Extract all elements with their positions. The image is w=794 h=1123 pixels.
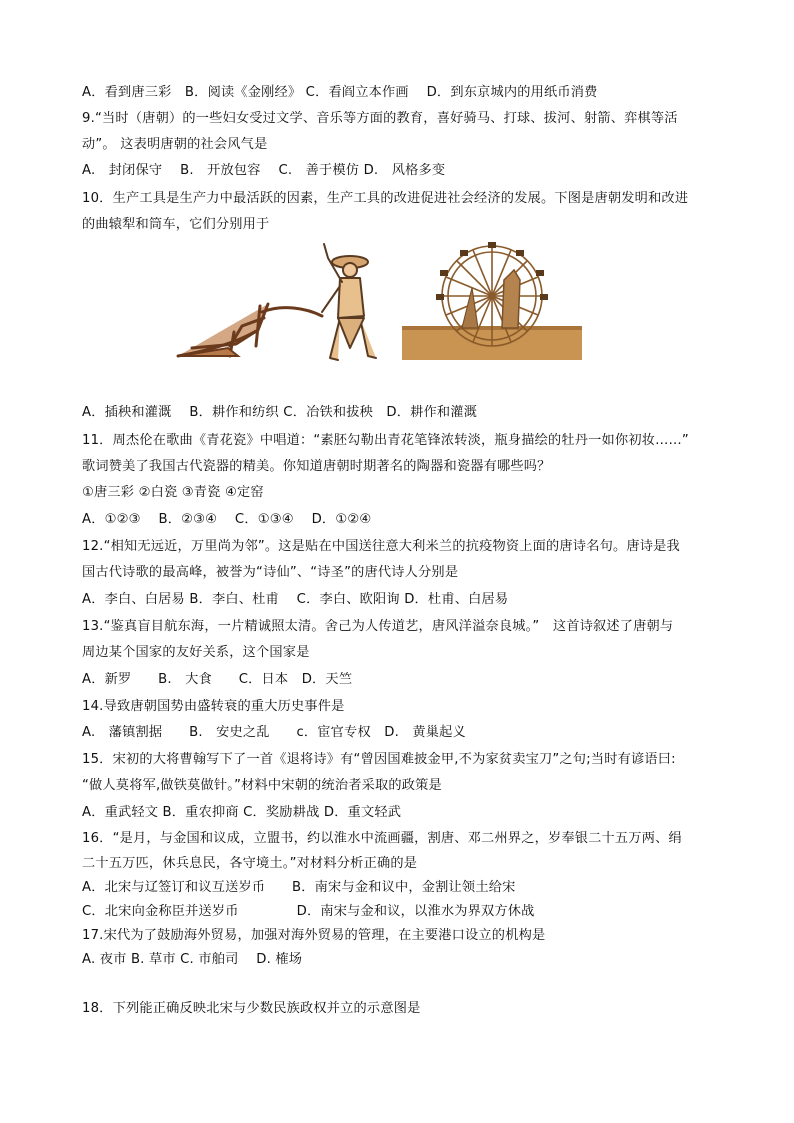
q13-stem-1: 13.“鉴真盲目航东海，一片精诚照太清。舍己为人传道艺，唐风洋溢奈良城。” 这首诗叙述了唐朝与 [82,619,674,634]
q14-options: A. 藩镇割据 B. 安史之乱 c．宦官专权 D. 黄巢起义 [82,725,466,740]
q15-options: A．重武轻文 B．重农抑商 C．奖励耕战 D．重文轻武 [82,805,402,820]
q9-options: A. 封闭保守 B. 开放包容 C. 善于模仿 D. 风格多变 [82,163,446,178]
q18-stem: 18．下列能正确反映北宋与少数民族政权并立的示意图是 [82,1001,421,1016]
q15-stem-2: “做人莫将军,做铁莫做针。”材料中宋朝的统治者采取的政策是 [82,778,442,793]
q14-stem: 14.导致唐朝国势由盛转衰的重大历史事件是 [82,699,345,714]
q12-options: A．李白、白居易 B．李白、杜甫 C．李白、欧阳询 D．杜甫、白居易 [82,592,509,607]
q11-options: A．①②③ B．②③④ C．①③④ D．①②④ [82,512,372,527]
q10-stem-2: 的曲辕犁和筒车，它们分别用于 [82,217,270,232]
q9-stem-1: 9.“当时（唐朝）的一些妇女受过文学、音乐等方面的教育，喜好骑马、打球、拔河、射箭、弈棋等活 [82,111,678,126]
q9-stem-2: 动”。 这表明唐朝的社会风气是 [82,137,268,152]
q11-items: ①唐三彩 ②白瓷 ③青瓷 ④定窑 [82,485,264,500]
q11-stem-1: 11．周杰伦在歌曲《青花瓷》中唱道：“素胚勾勒出青花笔锋浓转淡，瓶身描绘的牡丹一如你初妆……” [82,433,689,448]
q13-stem-2: 周边某个国家的友好关系，这个国家是 [82,645,310,660]
q15-stem-1: 15．宋初的大将曹翰写下了一首《退将诗》有“曾因国难披金甲,不为家贫卖宝刀”之句;当时有谚语曰: [82,752,676,767]
q16-options-2: C．北宋向金称臣并送岁币 D．南宋与金和议，以淮水为界双方休战 [82,904,535,919]
q12-stem-2: 国古代诗歌的最高峰，被誉为“诗仙”、“诗圣”的唐代诗人分别是 [82,565,459,580]
q10-options: A．插秧和灌溉 B．耕作和纺织 C．冶铁和拔秧 D．耕作和灌溉 [82,405,478,420]
q17-options: A. 夜市 B. 草市 C. 市舶司 D. 榷场 [82,952,303,967]
tube-wheel-model-photo [402,240,582,360]
q17-stem: 17.宋代为了鼓励海外贸易，加强对海外贸易的管理，在主要港口设立的机构是 [82,928,546,943]
q16-stem-1: 16．“是月，与金国和议成，立盟书，约以淮水中流画疆，割唐、邓二州界之，岁奉银二十五万两、绢 [82,831,682,846]
q13-options: A．新罗 B. 大食 C．日本 D．天竺 [82,672,353,687]
curved-shaft-plow-illustration [172,238,378,370]
q16-options-1: A．北宋与辽签订和议互送岁币 B．南宋与金和议中，金割让领土给宋 [82,880,516,895]
q10-stem-1: 10．生产工具是生产力中最活跃的因素，生产工具的改进促进社会经济的发展。下图是唐朝发明和改进 [82,191,689,206]
q11-stem-2: 歌词赞美了我国古代瓷器的精美。你知道唐朝时期著名的陶器和瓷器有哪些吗？ [82,459,551,474]
q8-options: A．看到唐三彩 B．阅读《金刚经》 C．看阎立本作画 D．到东京城内的用纸币消费 [82,85,598,100]
q16-stem-2: 二十五万匹，休兵息民，各守境土。”对材料分析正确的是 [82,856,418,871]
q12-stem-1: 12.“相知无远近，万里尚为邻”。这是贴在中国送往意大利米兰的抗疫物资上面的唐诗名句。唐诗是我 [82,539,680,554]
